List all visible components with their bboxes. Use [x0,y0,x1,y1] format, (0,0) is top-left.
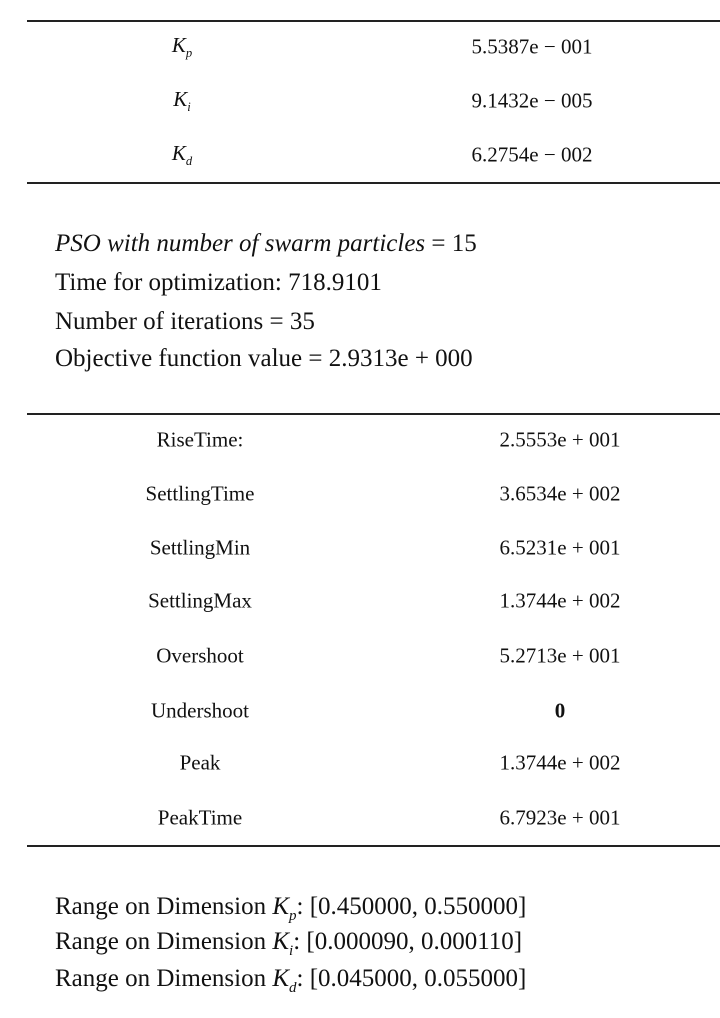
range-sym: K [272,965,290,992]
range-line [55,965,526,997]
range-prefix: Range on Dimension [55,893,273,920]
metric-name: SettlingMax [148,588,252,613]
gain-value: 5.5387e − 001 [471,34,593,59]
gain-value: 9.1432e − 005 [471,88,593,113]
gain-sub: p [185,46,193,61]
range-sym: K [272,893,290,920]
gain-symbol [172,33,192,61]
metric-name: PeakTime [157,805,243,830]
range-sub: i [289,943,294,959]
range-sub: p [289,908,297,924]
range-sym: K [272,928,290,955]
metric-name: SettlingMin [149,535,251,560]
pso-value: = 15 [425,230,477,257]
gain-symbol [173,87,191,115]
gain-sym: K [171,140,186,165]
gain-sub: d [185,154,193,169]
table-bottom-rule [27,182,720,184]
metrics-top-rule [27,413,720,415]
pso-label: PSO with number of swarm particles [55,230,426,257]
metric-name: Overshoot [156,643,244,668]
range-prefix: Range on Dimension [55,928,273,955]
objective-value: Objective function value = 2.9313e + 000 [55,345,473,372]
metric-value: 1.3744e + 002 [499,750,621,775]
range-value: : [0.450000, 0.550000] [296,893,527,920]
metric-name: Peak [179,750,221,775]
range-line [55,928,522,960]
metric-value: 0 [554,698,566,723]
metric-name: Undershoot [151,698,249,723]
metric-value: 1.3744e + 002 [499,588,621,613]
metric-value: 3.6534e + 002 [499,481,621,506]
range-prefix: Range on Dimension [55,965,273,992]
metric-name: SettlingTime [145,481,255,506]
pso-particles-line [55,230,477,258]
gain-value: 6.2754e − 002 [471,142,593,167]
range-line [55,893,526,925]
range-value: : [0.045000, 0.055000] [296,965,527,992]
metric-value: 6.7923e + 001 [499,805,621,830]
gain-sub: i [187,100,191,115]
range-value: : [0.000090, 0.000110] [293,928,523,955]
range-sub: d [289,980,297,996]
metric-value: 2.5553e + 001 [499,427,621,452]
metric-value: 6.5231e + 001 [499,535,621,560]
gain-sym: K [171,32,186,57]
gain-symbol [172,141,192,169]
optimization-time: Time for optimization: 718.9101 [55,269,382,296]
iterations: Number of iterations = 35 [55,308,315,335]
metric-value: 5.2713e + 001 [499,643,621,668]
metrics-bottom-rule [27,845,720,847]
gain-sym: K [173,86,188,111]
metric-name: RiseTime: [156,427,244,452]
table-top-rule [27,20,720,22]
